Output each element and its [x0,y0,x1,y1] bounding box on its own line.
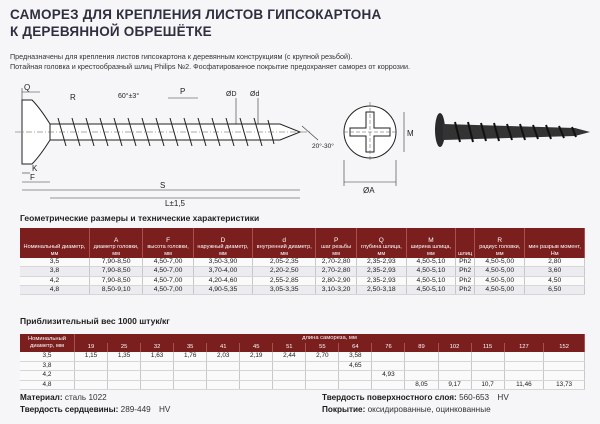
specs-cell: Ph2 [456,258,475,267]
weights-row [20,380,585,390]
specs-cell: 2,35-2,93 [356,267,406,276]
weights-cell: 8,05 [405,380,438,390]
specs-column-header [253,228,316,258]
length-header: 115 [471,343,504,352]
surface-hardness-unit: HV [497,393,509,402]
specs-column-header [356,228,406,258]
weights-table [20,334,585,390]
weights-cell: 1,15 [75,352,108,361]
weights-cell [207,371,240,381]
specs-cell: 2,50-3,18 [356,285,406,294]
specs-cell: 3,10-3,20 [316,285,357,294]
specs-cell: 4,50 [525,276,585,285]
weights-cell [405,361,438,371]
core-hardness-label: Твердость сердцевины: [20,405,119,414]
specs-cell: 4,50-5,10 [406,267,455,276]
weights-cell [438,352,471,361]
column-symbol: d [282,236,286,244]
material-line [20,392,107,403]
specs-cell: 4,50-5,00 [475,276,525,285]
weights-cell [174,361,207,371]
weights-cell [75,371,108,381]
specs-column-header [475,228,525,258]
label-d-outer: ØD [226,91,237,98]
weights-cell [372,352,405,361]
specs-cell: 2,80-2,90 [316,276,357,285]
specs-cell: 2,70-2,80 [316,267,357,276]
weights-cell: 2,70 [306,352,339,361]
column-name: ширина шлица, мм [410,244,452,257]
weights-cell: 4,65 [339,361,372,371]
specs-column-header [193,228,252,258]
weights-cell [504,361,544,371]
length-header: 89 [405,343,438,352]
description-line-2: Потайная головка и крестообразный шлиц Philips №2. Фосфатированное покрытие предохраняет саморез от коррозии. [10,61,411,71]
weights-cell [108,361,141,371]
weights-cell [306,371,339,381]
weights-cell [504,371,544,381]
weights-cell [372,380,405,390]
length-header: 152 [544,343,585,352]
weights-cell [108,380,141,390]
coating-line [322,404,491,415]
product-description [10,52,490,71]
weights-cell [306,380,339,390]
specs-cell: 4,50-5,00 [475,258,525,267]
weights-cell [438,371,471,381]
weights-cell [339,380,372,390]
weights-cell [207,361,240,371]
specs-table [20,228,585,295]
weights-cell: 2,19 [240,352,273,361]
weights-cell: 2,03 [207,352,240,361]
weights-cell: 9,17 [438,380,471,390]
column-name: Номинальный диаметр, мм [23,244,86,257]
column-name: диаметр головки, мм [93,244,139,257]
column-symbol: R [497,236,503,244]
weights-cell [405,352,438,361]
surface-hardness-value: 560-653 [459,393,490,402]
surface-hardness-label: Твердость поверхностного слоя: [322,393,457,402]
column-name: внутренний диаметр, мм [256,244,312,257]
column-name: наружный диаметр, мм [197,244,249,257]
weights-cell [405,371,438,381]
specs-cell: 4,50-5,10 [406,285,455,294]
core-hardness-value: 289-449 [120,405,151,414]
specs-cell: 4,20-4,60 [193,276,252,285]
specs-cell: 4,50-7,00 [143,267,193,276]
weights-cell [544,352,585,361]
coating-label: Покрытие: [322,405,366,414]
specs-cell: 3,05-3,35 [253,285,316,294]
label-p: P [180,87,186,96]
column-symbol: A [113,236,119,244]
weights-cell [306,361,339,371]
specs-cell: 4,2 [20,276,89,285]
weights-row [20,361,585,371]
core-hardness-unit: HV [158,405,171,414]
weights-cell [75,380,108,390]
label-k: K [32,164,38,173]
specs-cell: 4,50-5,10 [406,258,455,267]
specs-column-header [89,228,142,258]
weights-header-row [20,334,585,343]
weights-cell [471,361,504,371]
screw-head-top-view [344,102,414,195]
specs-cell: Ph2 [456,285,475,294]
specs-cell: 7,90-8,50 [89,267,142,276]
specs-cell: 2,55-2,85 [253,276,316,285]
specs-cell: 4,50-7,00 [143,285,193,294]
weights-length-header: длина самореза, мм [75,334,585,343]
specs-cell: 3,5 [20,258,89,267]
specs-cell: 4,50-7,00 [143,276,193,285]
weights-cell [471,371,504,381]
specs-column-header [143,228,193,258]
length-header: 64 [339,343,372,352]
specs-row [20,285,585,294]
specs-row [20,258,585,267]
specs-cell: 3,70-4,00 [193,267,252,276]
weights-cell [108,371,141,381]
specs-cell: 4,50-5,10 [406,276,455,285]
weights-cell: 10,7 [471,380,504,390]
weights-diameter: 3,8 [20,361,75,371]
specs-cell: 4,90-5,35 [193,285,252,294]
specs-cell: 4,8 [20,285,89,294]
material-value: сталь 1022 [64,393,107,402]
length-header: 45 [240,343,273,352]
weights-cell [207,380,240,390]
label-q: Q [24,83,31,92]
column-name: шаг резьбы мм [321,244,352,257]
length-header: 76 [372,343,405,352]
length-header: 102 [438,343,471,352]
length-header: 55 [306,343,339,352]
column-name: шлиц [458,250,473,257]
label-r: R [70,93,76,102]
title-line-1: САМОРЕЗ ДЛЯ КРЕПЛЕНИЯ ЛИСТОВ ГИПСОКАРТОНА [10,7,382,22]
specs-cell: 2,20-2,50 [253,267,316,276]
weights-cell [141,361,174,371]
weights-cell [273,371,306,381]
length-header: 19 [75,343,108,352]
weights-cell: 1,76 [174,352,207,361]
specs-cell: 8,50-9,10 [89,285,142,294]
screw-side-view [15,88,318,198]
weights-diameter: 3,5 [20,352,75,361]
specs-cell: 4,50-7,00 [143,258,193,267]
specs-cell: 4,50-5,00 [475,267,525,276]
column-symbol: F [166,236,171,244]
specs-row [20,276,585,285]
specs-cell: 3,50-3,90 [193,258,252,267]
column-symbol: Q [378,236,384,244]
specs-column-header [406,228,455,258]
specs-cell: 7,90-8,50 [89,276,142,285]
specs-column-header [20,228,89,258]
weights-cell [141,371,174,381]
specs-cell: 7,90-8,50 [89,258,142,267]
specs-cell: 3,8 [20,267,89,276]
specs-column-header [456,228,475,258]
weights-cell [174,371,207,381]
weights-diameter: 4,2 [20,371,75,381]
length-header: 41 [207,343,240,352]
column-symbol: D [220,236,226,244]
page-title [10,6,430,40]
specs-cell: 2,05-2,35 [253,258,316,267]
weights-cell [339,371,372,381]
specs-cell: 2,70-2,80 [316,258,357,267]
specs-column-header [525,228,585,258]
specs-row [20,267,585,276]
weights-cell [273,361,306,371]
label-l: L±1,5 [165,199,185,208]
weights-cell: 4,93 [372,371,405,381]
specs-cell: 4,50-5,00 [475,285,525,294]
label-d-inner: Ød [250,91,260,98]
drawing-labels [24,83,334,208]
weights-cell [471,352,504,361]
weights-section-title: Приблизительный вес 1000 штук/кг [20,316,170,326]
column-name: высота головки, мм [147,244,189,257]
weights-cell: 1,35 [108,352,141,361]
coating-value: оксидированные, оцинкованные [367,405,491,414]
specs-section-title: Геометрические размеры и технические характеристики [20,213,260,223]
weights-cell [240,380,273,390]
specs-cell: 3,60 [525,267,585,276]
specs-cell: Ph2 [456,267,475,276]
surface-hardness-line [322,392,509,403]
title-line-2: К ДЕРЕВЯННОЙ ОБРЕШЁТКЕ [10,24,212,39]
description-line-1: Предназначены для крепления листов гипсокартона к деревянным конструкциям (с крупной резьбой). [10,52,353,61]
specs-column-header [316,228,357,258]
length-header: 32 [141,343,174,352]
weights-cell: 13,73 [544,380,585,390]
weights-cell [273,380,306,390]
length-header: 25 [108,343,141,352]
label-s: S [160,181,166,190]
column-name: мин разрыв момент, Нм [528,244,581,257]
label-m: M [407,129,414,138]
material-label: Материал: [20,393,63,402]
column-name: радиус головки, мм [479,244,521,257]
weights-cell: 1,63 [141,352,174,361]
weights-cell: 3,58 [339,352,372,361]
specs-cell: 2,80 [525,258,585,267]
length-header: 127 [504,343,544,352]
specs-cell: Ph2 [456,276,475,285]
core-hardness-line [20,404,170,415]
weights-diameter: 4,8 [20,380,75,390]
screw-technical-drawing [0,78,600,208]
specs-cell: 6,50 [525,285,585,294]
column-name: глубина шлица, мм [360,244,402,257]
column-symbol: M [428,236,434,244]
weights-cell [75,361,108,371]
weights-cell [174,380,207,390]
screw-photo [435,113,590,147]
weights-cell [240,361,273,371]
length-header: 51 [273,343,306,352]
specs-cell: 2,35-2,93 [356,276,406,285]
weights-lengths-row [20,343,585,352]
weights-cell [504,352,544,361]
weights-cell: 11,46 [504,380,544,390]
weights-cell [544,361,585,371]
label-a: ØA [363,186,375,195]
weights-cell [438,361,471,371]
weights-cell [240,371,273,381]
weights-cell [544,371,585,381]
weights-cell [372,361,405,371]
weights-cell [141,380,174,390]
weights-cell: 2,44 [273,352,306,361]
label-tip-angle: 20°-30° [312,143,334,150]
weights-row [20,352,585,361]
specs-cell: 2,35-2,93 [356,258,406,267]
label-f: F [30,173,35,182]
label-angle: 60°±3° [118,93,140,100]
length-header: 35 [174,343,207,352]
weights-row [20,371,585,381]
column-symbol: P [333,236,339,244]
weights-row-header: Номинальный диаметр, мм [20,334,75,352]
